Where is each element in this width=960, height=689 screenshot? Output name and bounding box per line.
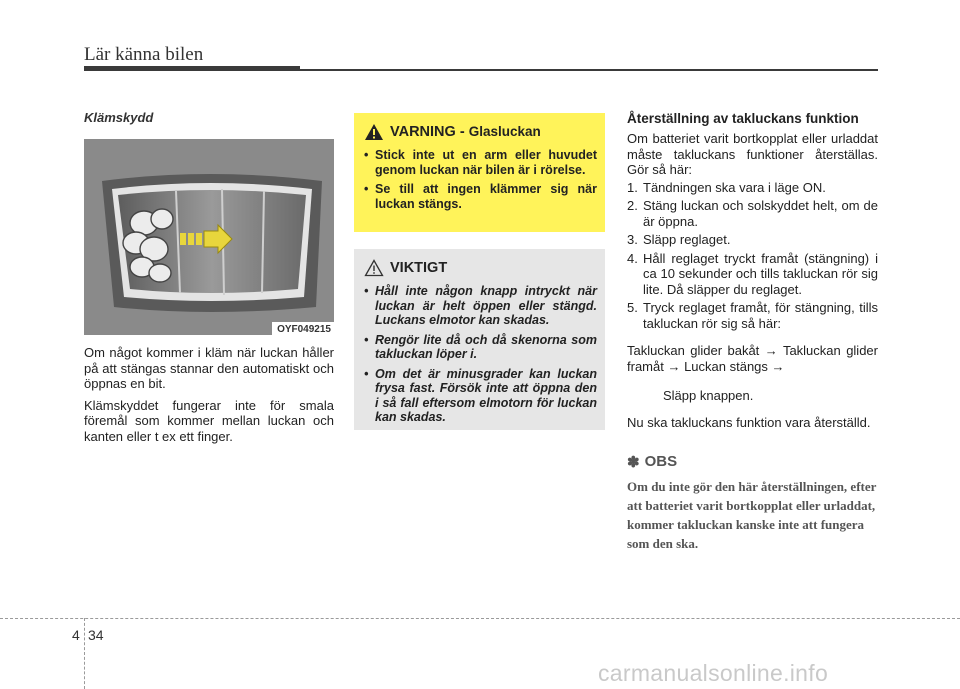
warning-list: [364, 148, 597, 211]
right-column: [627, 110, 878, 553]
done-text: Nu ska takluckans funktion vara återställd.: [627, 415, 871, 430]
page-number: 34: [88, 627, 104, 643]
warning-subtitle: Glasluckan: [468, 124, 541, 139]
note-title: VIKTIGT: [390, 260, 448, 276]
sequence-text: Takluckan glider bakåt → Takluckan glider framåt → Luckan stängs →: [627, 343, 878, 374]
sunroof-figure: [84, 139, 334, 335]
footer-rule: [0, 618, 960, 619]
step-item: 3. Släpp reglaget.: [627, 232, 731, 247]
note-item: • Rengör lite då och då skenorna som takluckan löper i.: [364, 333, 597, 362]
note-item: • Om det är minusgrader kan luckan frysa fast. Försök inte att öppna den i så fall eftersom elmotorn för luckan kan skadas.: [364, 367, 597, 425]
warning-box: [354, 113, 605, 232]
chapter-number: 4: [72, 627, 80, 643]
watermark: carmanualsonline.info: [598, 660, 829, 686]
note-list: [364, 284, 597, 425]
note-header: [364, 259, 597, 277]
step-item: 5. Tryck reglaget framåt, för stängning, tills takluckan rör sig så här:: [627, 300, 878, 331]
left-column: [84, 110, 334, 444]
step-item: 2. Stäng luckan och solskyddet helt, om de är öppna.: [627, 198, 878, 229]
section-heading: Återställning av takluckans funktion: [627, 111, 859, 126]
obs-heading: [627, 453, 878, 471]
paragraph-2: Klämskyddet fungerar inte för smala föremål som kommer mellan luckan och kanten eller t ex ett finger.: [84, 397, 334, 444]
header-title: Lär känna bilen: [84, 44, 204, 65]
asterisk-icon: ✽: [627, 453, 640, 471]
sunroof-illustration: [84, 139, 334, 335]
caution-triangle-icon: [364, 259, 384, 277]
figure-code: OYF049215: [272, 322, 334, 335]
hand-icon: [123, 209, 173, 282]
obs-title: OBS: [644, 453, 678, 470]
note-box: [354, 249, 605, 430]
warning-triangle-icon: [364, 123, 384, 141]
paragraph-1: Om något kommer i kläm när luckan håller på att stängas stannar den automatiskt och öppnas en bit.: [84, 345, 334, 391]
warning-item: • Stick inte ut en arm eller huvudet genom luckan när bilen är i rörelse.: [364, 148, 597, 177]
obs-text: Om du inte gör den här återställningen, efter att batteriet varit bortkopplat eller urladdat, kommer takluckan kanske inte att fungera som den ska.: [627, 478, 877, 551]
note-item: • Håll inte någon knapp intryckt när luckan är helt öppen eller stängd. Luckans elmotor kan skadas.: [364, 284, 597, 328]
warning-title: VARNING -: [390, 124, 469, 140]
header-rule-thick: [84, 66, 300, 71]
section-subhead: Klämskydd: [84, 110, 154, 125]
release-text: Släpp knappen.: [663, 388, 754, 403]
intro-paragraph: Om batteriet varit bortkopplat eller urladdat måste takluckans funktioner återställas. Gör så här:: [627, 131, 878, 177]
footer-divider: [84, 618, 85, 689]
warning-header: [364, 123, 597, 141]
step-item: 1. Tändningen ska vara i läge ON.: [627, 179, 826, 195]
warning-item: • Se till att ingen klämmer sig när luckan stängs.: [364, 182, 597, 211]
steps-list: [627, 180, 878, 332]
header-rule-thin: [300, 69, 878, 71]
step-item: 4. Håll reglaget tryckt framåt (stängning) i ca 10 sekunder och tills takluckan rör sig lite. Då släpper du reglaget.: [627, 250, 878, 297]
